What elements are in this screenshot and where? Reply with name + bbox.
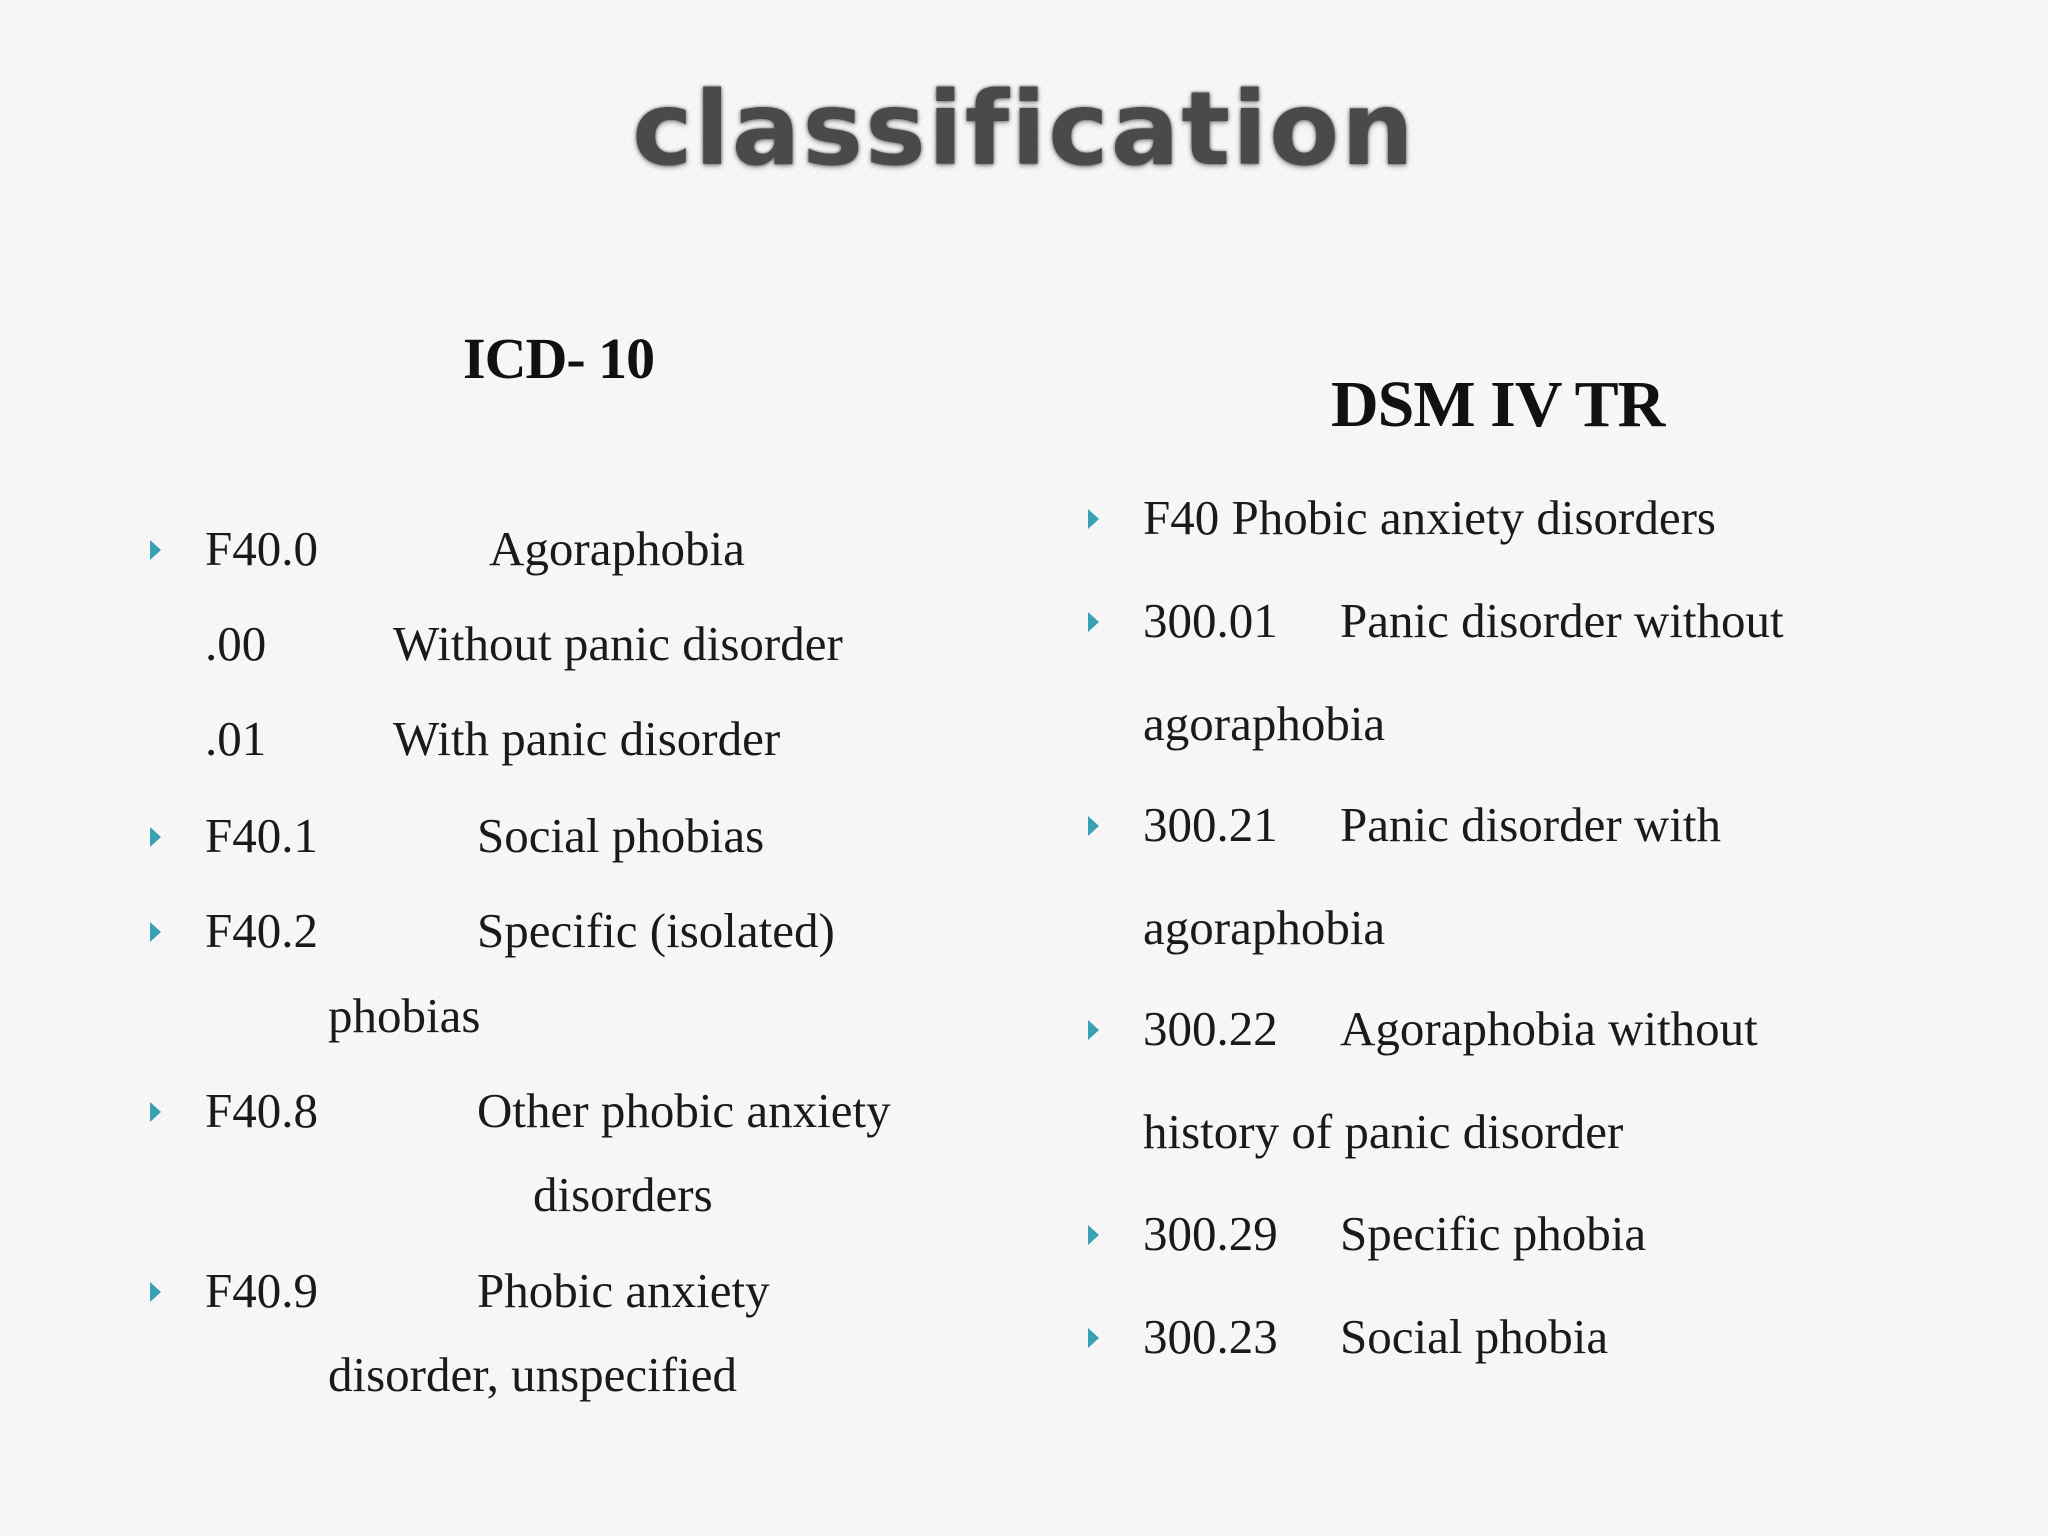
dsm-label: Panic disorder without bbox=[1340, 593, 1784, 648]
icd-code: F40.8 bbox=[205, 1083, 319, 1138]
icd-code: .01 bbox=[205, 711, 267, 766]
icd-label: Specific (isolated) bbox=[477, 903, 835, 958]
bullet-arrow-icon bbox=[1088, 1328, 1099, 1348]
bullet-arrow-icon bbox=[150, 1102, 161, 1122]
dsm-label-continued: agoraphobia bbox=[1143, 900, 1386, 955]
slide-title: classification bbox=[632, 70, 1416, 189]
icd-code: F40.0 bbox=[205, 521, 319, 576]
dsm-code: 300.21 bbox=[1143, 797, 1278, 852]
bullet-arrow-icon bbox=[150, 540, 161, 560]
bullet-arrow-icon bbox=[1088, 612, 1099, 632]
icd-label: Without panic disorder bbox=[393, 616, 843, 671]
icd-label-continued: phobias bbox=[328, 988, 481, 1043]
icd-label: Agoraphobia bbox=[489, 521, 745, 576]
icd-label: With panic disorder bbox=[393, 711, 781, 766]
icd-label: Social phobias bbox=[477, 808, 765, 863]
dsm-code: 300.01 bbox=[1143, 593, 1278, 648]
dsm-heading: DSM IV TR bbox=[1331, 368, 1665, 441]
bullet-arrow-icon bbox=[1088, 1225, 1099, 1245]
icd-code: F40.1 bbox=[205, 808, 319, 863]
dsm-code: 300.29 bbox=[1143, 1206, 1278, 1261]
icd-heading: ICD- 10 bbox=[463, 326, 655, 391]
bullet-arrow-icon bbox=[1088, 1020, 1099, 1040]
dsm-code: 300.22 bbox=[1143, 1001, 1278, 1056]
icd-label: Phobic anxiety bbox=[477, 1263, 770, 1318]
dsm-label: Panic disorder with bbox=[1340, 797, 1722, 852]
bullet-arrow-icon bbox=[150, 827, 161, 847]
icd-label-continued: disorders bbox=[533, 1167, 713, 1222]
dsm-label: Social phobia bbox=[1340, 1309, 1609, 1364]
bullet-arrow-icon bbox=[1088, 816, 1099, 836]
icd-code: F40.9 bbox=[205, 1263, 319, 1318]
icd-label: Other phobic anxiety bbox=[477, 1083, 891, 1138]
dsm-label-continued: history of panic disorder bbox=[1143, 1104, 1624, 1159]
dsm-code: 300.23 bbox=[1143, 1309, 1278, 1364]
dsm-label-continued: agoraphobia bbox=[1143, 696, 1386, 751]
bullet-arrow-icon bbox=[1088, 509, 1099, 529]
bullet-arrow-icon bbox=[150, 1282, 161, 1302]
dsm-label: Specific phobia bbox=[1340, 1206, 1647, 1261]
bullet-arrow-icon bbox=[150, 922, 161, 942]
icd-code: F40.2 bbox=[205, 903, 319, 958]
dsm-item-text: F40 Phobic anxiety disorders bbox=[1143, 490, 1716, 545]
dsm-label: Agoraphobia without bbox=[1340, 1001, 1758, 1056]
icd-code: .00 bbox=[205, 616, 267, 671]
icd-label-continued: disorder, unspecified bbox=[328, 1347, 737, 1402]
